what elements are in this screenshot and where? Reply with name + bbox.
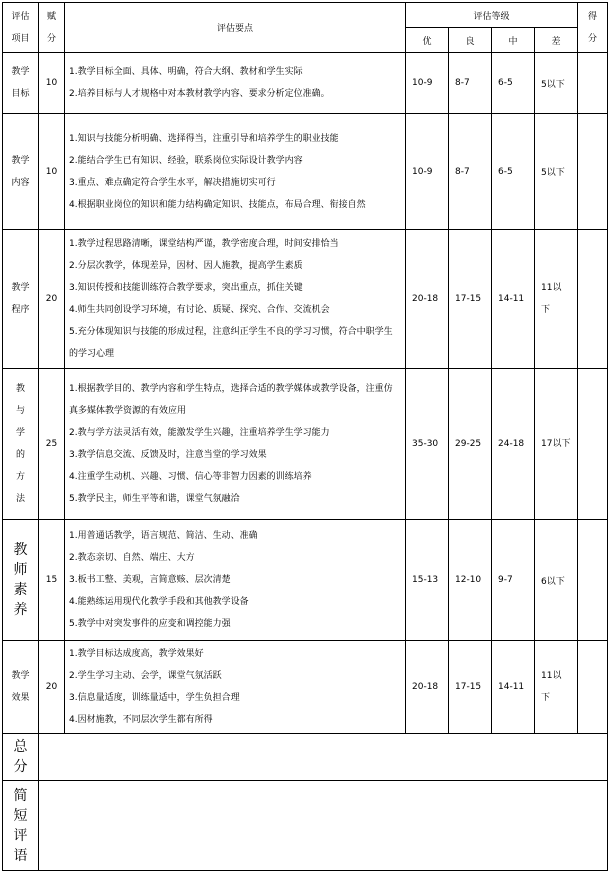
criteria-line: 2.分层次教学，体现差异，因材、因人施教，提高学生素质: [69, 261, 303, 271]
header-weight-text: 赋分: [46, 11, 56, 44]
score-cell[interactable]: [578, 641, 608, 734]
comment-value-cell[interactable]: [39, 781, 608, 871]
table-row: [3, 520, 608, 641]
level-excellent: 20-18: [406, 230, 449, 369]
level-average: 9-7: [492, 520, 535, 641]
level-excellent: 15-13: [406, 520, 449, 641]
level-poor-text: 11以下: [541, 283, 562, 315]
level-good: 17-15: [449, 230, 492, 369]
level-excellent: 35-30: [406, 369, 449, 520]
level-poor: 5以下: [535, 114, 578, 230]
criteria-line: 2.学生学习主动、会学，课堂气氛活跃: [69, 671, 222, 681]
criteria-cell: [65, 230, 406, 369]
score-cell[interactable]: [578, 369, 608, 520]
weight-cell: 20: [39, 230, 65, 369]
criteria-line: 1.教学过程思路清晰，课堂结构严谨，教学密度合理，时间安排恰当: [69, 239, 339, 249]
weight-cell: 15: [39, 520, 65, 641]
total-row: [3, 734, 608, 781]
level-poor: [535, 230, 578, 369]
grade-average: 中: [492, 28, 535, 53]
header-weight: [39, 3, 65, 53]
level-poor: 5以下: [535, 53, 578, 114]
comment-label: 简短评语: [13, 787, 28, 864]
category-cell: [3, 520, 39, 641]
criteria-cell: [65, 369, 406, 520]
table-row: [3, 114, 608, 230]
criteria-line: 4.师生共同创设学习环境，有讨论、质疑、探究、合作、交流机会: [69, 305, 330, 315]
level-poor-text: 17以下: [541, 439, 571, 449]
category-cell: [3, 114, 39, 230]
level-good: 12-10: [449, 520, 492, 641]
level-average: 14-11: [492, 230, 535, 369]
weight-cell: 25: [39, 369, 65, 520]
table-row: [3, 369, 608, 520]
level-average: 6-5: [492, 114, 535, 230]
criteria-line: 1.知识与技能分析明确、选择得当，注重引导和培养学生的职业技能: [69, 133, 339, 144]
category-text: 教学程序: [11, 283, 30, 315]
criteria-line: 1.教学目标全面、具体、明确，符合大纲、教材和学生实际: [69, 67, 303, 77]
grade-excellent: 优: [406, 28, 449, 53]
header-item-text: 评估项目: [11, 11, 30, 44]
total-label: 总分: [13, 739, 28, 775]
comment-row: [3, 781, 608, 871]
category-cell: [3, 641, 39, 734]
category-cell: [3, 230, 39, 369]
level-poor: [535, 369, 578, 520]
weight-cell: 20: [39, 641, 65, 734]
category-cell: [3, 53, 39, 114]
criteria-line: 3.教学信息交流、反馈及时，注意当堂的学习效果: [69, 450, 267, 460]
grade-good: 良: [449, 28, 492, 53]
level-good: 29-25: [449, 369, 492, 520]
category-cell: [3, 369, 39, 520]
level-average: 6-5: [492, 53, 535, 114]
criteria-line: 5.教学民主，师生平等和谐，课堂气氛融洽: [69, 494, 240, 504]
criteria-line: 3.知识传授和技能训练符合教学要求，突出重点，抓住关键: [69, 283, 303, 293]
level-average: 24-18: [492, 369, 535, 520]
category-text: 教学目标: [11, 67, 30, 99]
level-good: 8-7: [449, 53, 492, 114]
header-grade: 评估等级: [406, 3, 578, 28]
level-excellent: 10-9: [406, 53, 449, 114]
level-poor: 6以下: [535, 520, 578, 641]
score-cell[interactable]: [578, 520, 608, 641]
evaluation-table: [2, 2, 608, 871]
criteria-line: 2.教与学方法灵活有效，能激发学生兴趣，注重培养学生学习能力: [69, 428, 330, 438]
criteria-line: 4.因材施教，不同层次学生都有所得: [69, 715, 213, 725]
criteria-line: 2.教态亲切、自然、端庄、大方: [69, 553, 195, 563]
criteria-cell: [65, 53, 406, 114]
weight-cell: 10: [39, 114, 65, 230]
criteria-line: 2.能结合学生已有知识、经验，联系岗位实际设计教学内容: [69, 155, 303, 166]
criteria-cell: [65, 520, 406, 641]
criteria-cell: [65, 641, 406, 734]
level-excellent: 20-18: [406, 641, 449, 734]
table-row: [3, 641, 608, 734]
criteria-line: 5.充分体现知识与技能的形成过程，注意纠正学生不良的学习习惯，符合中职学生的学习心理: [69, 327, 393, 359]
total-label-cell: [3, 734, 39, 781]
criteria-line: 1.根据教学目的、教学内容和学生特点，选择合适的教学媒体或教学设备，注重仿真多媒体教学资源的有效应用: [69, 384, 393, 416]
header-criteria: 评估要点: [65, 3, 406, 53]
score-cell[interactable]: [578, 53, 608, 114]
comment-label-cell: [3, 781, 39, 871]
criteria-line: 5.教学中对突发事件的应变和调控能力强: [69, 619, 231, 629]
category-text: 教学效果: [11, 671, 30, 703]
table-row: [3, 230, 608, 369]
score-cell[interactable]: [578, 230, 608, 369]
category-text: 教学内容: [11, 155, 30, 188]
weight-cell: 10: [39, 53, 65, 114]
criteria-line: 4.能熟练运用现代化教学手段和其他教学设备: [69, 597, 249, 607]
total-value-cell[interactable]: [39, 734, 608, 781]
category-text: 教与学的方法: [15, 384, 25, 504]
criteria-line: 3.板书工整、美观，言简意赅、层次清楚: [69, 575, 231, 585]
grade-poor: 差: [535, 28, 578, 53]
level-good: 8-7: [449, 114, 492, 230]
criteria-line: 2.培养目标与人才规格中对本教材教学内容、要求分析定位准确。: [69, 89, 330, 99]
level-poor: [535, 641, 578, 734]
criteria-line: 3.信息量适度，训练量适中，学生负担合理: [69, 693, 240, 703]
header-obtained: [578, 3, 608, 53]
criteria-line: 4.注重学生动机、兴趣、习惯、信心等非智力因素的训练培养: [69, 472, 312, 482]
category-text: 教师素养: [13, 542, 28, 618]
header-obtained-text: 得分: [588, 11, 598, 44]
criteria-cell: [65, 114, 406, 230]
level-good: 17-15: [449, 641, 492, 734]
level-excellent: 10-9: [406, 114, 449, 230]
criteria-line: 3.重点、难点确定符合学生水平，解决措施切实可行: [69, 177, 276, 188]
score-cell[interactable]: [578, 114, 608, 230]
level-average: 14-11: [492, 641, 535, 734]
header-item: [3, 3, 39, 53]
criteria-line: 4.根据职业岗位的知识和能力结构确定知识、技能点，布局合理、衔接自然: [69, 199, 366, 210]
level-poor-text: 11以下: [541, 671, 562, 703]
criteria-line: 1.用普通话教学，语言规范、简洁、生动、准确: [69, 531, 258, 541]
criteria-line: 1.教学目标达成度高，教学效果好: [69, 649, 204, 659]
table-row: [3, 53, 608, 114]
